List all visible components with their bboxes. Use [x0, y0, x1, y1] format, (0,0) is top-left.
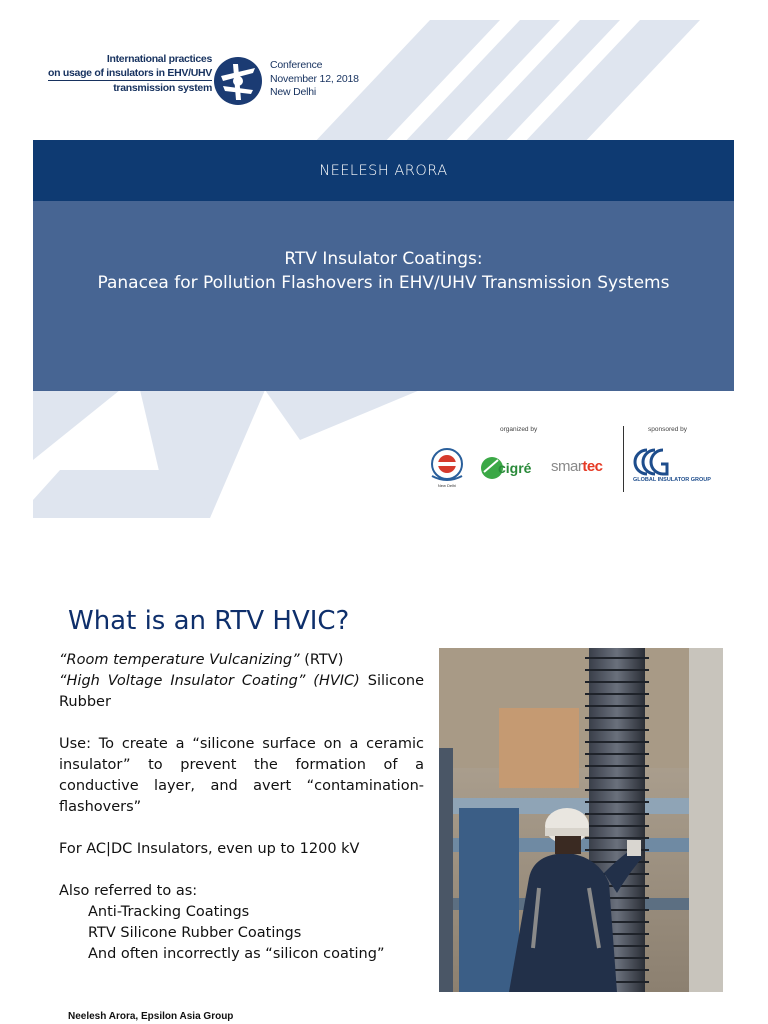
conference-header — [48, 52, 380, 112]
use-paragraph: Use: To create a “silicone surface on a ceramic insulator” to prevent the formation of a conductive layer, and avert “contamination-flashovers” — [59, 736, 424, 815]
alias-item: Anti-Tracking Coatings — [88, 904, 250, 920]
presenter-bar — [33, 140, 734, 201]
conference-info: Conference November 12, 2018 New Delhi — [270, 59, 359, 98]
presenter-name: NEELESH ARORA — [319, 162, 448, 179]
svg-text:New Delhi: New Delhi — [437, 483, 457, 488]
slide-body — [59, 650, 424, 965]
divider — [623, 426, 624, 492]
conference-name: International practices on usage of insulators in EHV/UHV transmission system — [48, 53, 212, 94]
hvic-definition: “High Voltage Insulator Coating” (HVIC) Silicone Rubber — [59, 673, 425, 710]
svg-text:cigré: cigré — [498, 460, 532, 476]
alias-item: RTV Silicone Rubber Coatings — [88, 925, 302, 941]
title-line-2: Panacea for Pollution Flashovers in EHV/UHV Transmission Systems — [97, 273, 670, 293]
cigre-logo-icon — [480, 450, 540, 484]
worker-spraying-insulator-photo — [439, 648, 723, 992]
also-referred-label: Also referred to as: — [59, 883, 198, 899]
star-logo-icon — [213, 56, 263, 106]
alias-item: And often incorrectly as “silicon coating” — [88, 946, 385, 962]
title-box — [33, 201, 734, 391]
sponsor-caption: GLOBAL INSULATOR GROUP — [633, 477, 711, 483]
sponsor-strip — [420, 420, 720, 500]
slide-title: What is an RTV HVIC? — [68, 606, 350, 636]
rtv-definition: “Room temperature Vulcanizing” (RTV) — [59, 652, 344, 668]
sponsored-by-label: sponsored by — [648, 426, 688, 433]
content-slide — [0, 578, 768, 1024]
organized-by-label: organized by — [500, 426, 538, 433]
footer-credit: Neelesh Arora, Epsilon Asia Group — [68, 1011, 234, 1022]
title-line-1: RTV Insulator Coatings: — [284, 249, 483, 269]
acdc-paragraph: For AC|DC Insulators, even up to 1200 kV — [59, 841, 360, 857]
emblem-logo-icon — [426, 444, 468, 488]
smartec-logo: smartec — [551, 458, 603, 475]
